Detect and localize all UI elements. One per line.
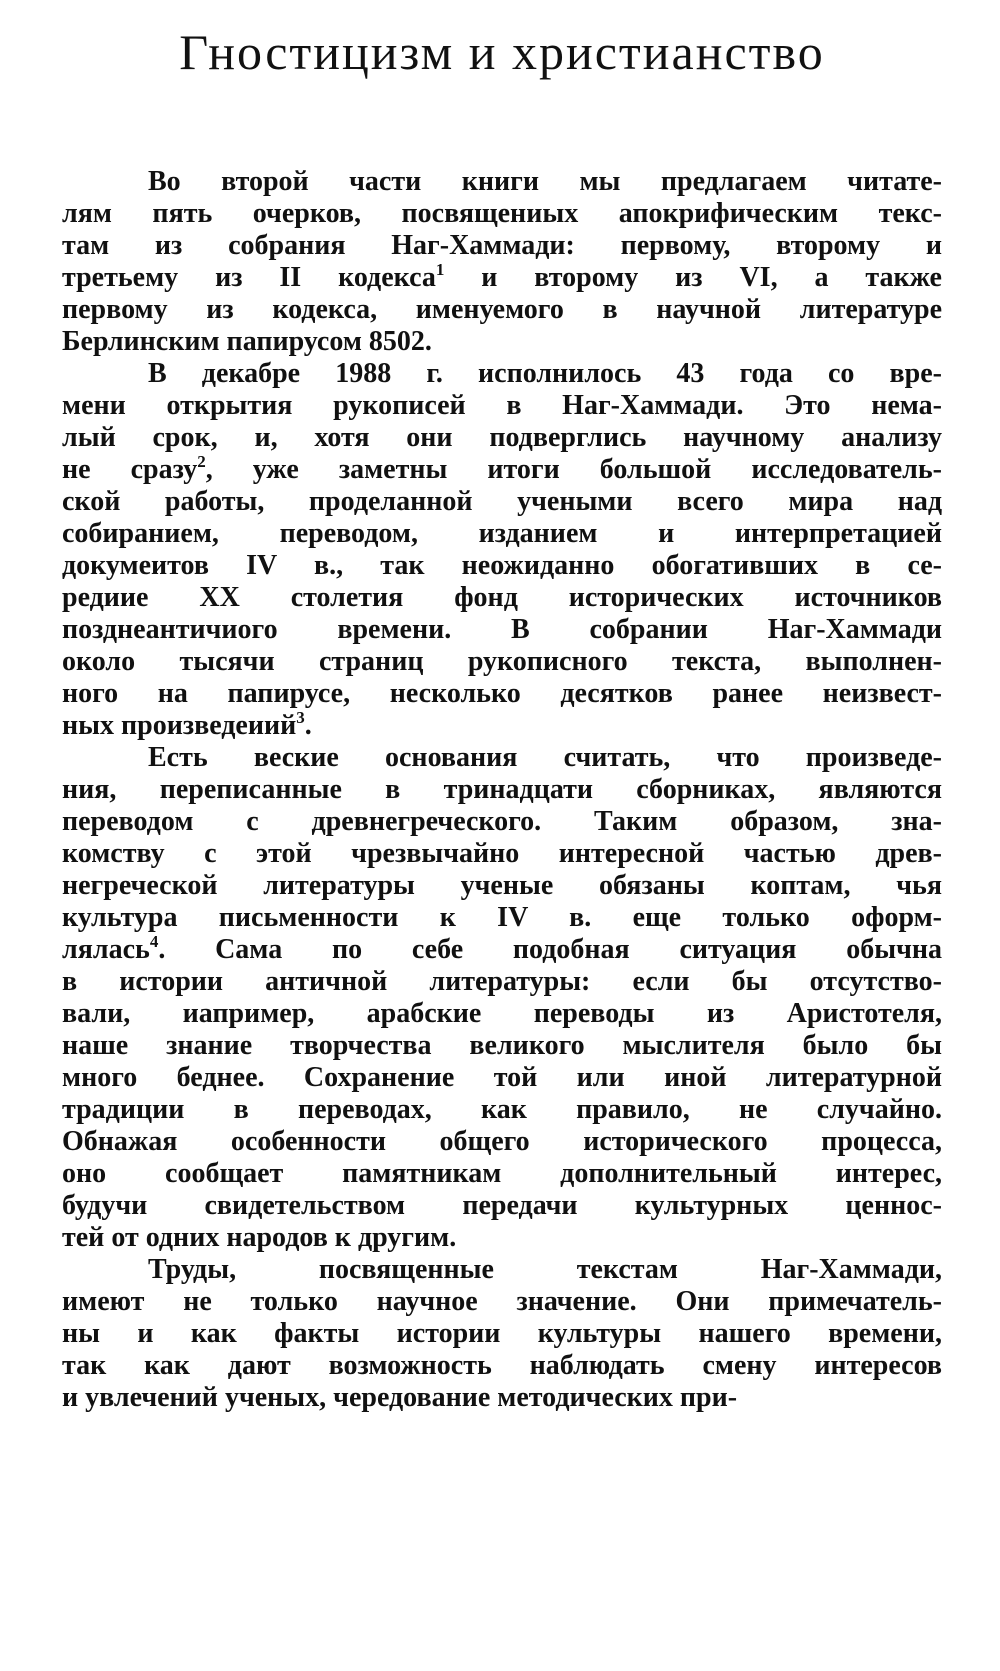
text-line: тей от одних народов к другим. xyxy=(62,1222,457,1253)
text-line xyxy=(62,262,942,294)
book-page xyxy=(62,0,942,1671)
text-line: вали, иапример, арабские переводы из Аристотеля, xyxy=(62,998,942,1029)
text-segment: , уже заметны итоги большой исследователь- xyxy=(205,454,942,485)
text-line: лый срок, и, хотя они подверглись научному анализу xyxy=(62,422,942,453)
text-line: традиции в переводах, как правило, не случайно. xyxy=(62,1094,942,1125)
text-line: имеют не только научное значение. Они примечатель- xyxy=(62,1286,942,1317)
text-line: негреческой литературы ученые обязаны коптам, чья xyxy=(62,870,942,901)
paragraph xyxy=(62,742,942,1254)
text-line: так как дают возможность наблюдать смену интересов xyxy=(62,1350,942,1381)
footnote-marker: 2 xyxy=(197,452,206,471)
text-line: Есть веские основания считать, что произведе- xyxy=(148,742,942,773)
text-line: и увлечений ученых, чередование методических при- xyxy=(62,1382,738,1413)
chapter-title: Гностицизм и христианство xyxy=(179,24,825,80)
text-line: Обнажая особенности общего исторического процесса, xyxy=(62,1126,942,1157)
text-line: Берлинским папирусом 8502. xyxy=(62,326,432,357)
chapter-body xyxy=(62,166,942,1414)
text-segment: третьему из II кодекса xyxy=(62,262,436,293)
paragraph xyxy=(62,1254,942,1414)
text-line: Во второй части книги мы предлагаем читате- xyxy=(148,166,942,197)
text-line xyxy=(62,710,942,742)
text-line: позднеантичиого времени. В собрании Наг-Хаммади xyxy=(62,614,942,645)
text-line: ны и как факты истории культуры нашего времени, xyxy=(62,1318,942,1349)
text-line: много беднее. Сохранение той или иной литературной xyxy=(62,1062,942,1093)
text-segment: . Сама по себе подобная ситуация обычна xyxy=(158,934,942,965)
text-line: собиранием, переводом, изданием и интерпретацией xyxy=(62,518,942,549)
text-line: там из собрания Наг-Хаммади: первому, второму и xyxy=(62,230,942,261)
text-line: ного на папирусе, несколько десятков ранее неизвест- xyxy=(62,678,942,709)
text-line: в истории античной литературы: если бы отсутство- xyxy=(62,966,942,997)
text-line: докумеитов IV в., так неожиданно обогативших в се- xyxy=(62,550,942,581)
paragraph xyxy=(62,166,942,358)
text-line: Труды, посвященные текстам Наг-Хаммади, xyxy=(148,1254,942,1285)
text-line: ской работы, проделанной учеными всего мира над xyxy=(62,486,942,517)
text-segment: лялась xyxy=(62,934,150,965)
text-line: наше знание творчества великого мыслителя было бы xyxy=(62,1030,942,1061)
text-line: будучи свидетельством передачи культурных ценнос- xyxy=(62,1190,942,1221)
text-line: первому из кодекса, именуемого в научной литературе xyxy=(62,294,942,325)
text-line xyxy=(62,454,942,486)
text-segment: и второму из VI, а также xyxy=(444,262,942,293)
footnote-marker: 3 xyxy=(296,708,305,727)
text-line: оно сообщает памятникам дополнительный интерес, xyxy=(62,1158,942,1189)
text-line: В декабре 1988 г. исполнилось 43 года со вре- xyxy=(148,358,942,389)
footnote-marker: 4 xyxy=(149,932,159,951)
text-segment: ных произведеиий xyxy=(62,710,297,741)
paragraph xyxy=(62,358,942,742)
text-line: лям пять очерков, посвящениых апокрифическим текс- xyxy=(62,198,942,229)
text-line: мени открытия рукописей в Наг-Хаммади. Это нема- xyxy=(62,390,942,421)
text-line: переводом с древнегреческого. Таким образом, зна- xyxy=(62,806,942,837)
text-line: редиие XX столетия фонд исторических источников xyxy=(62,582,942,613)
text-segment: не сразу xyxy=(62,454,198,485)
text-line: комству с этой чрезвычайно интересной частью древ- xyxy=(62,838,942,869)
footnote-marker: 1 xyxy=(435,260,445,279)
text-line xyxy=(62,934,942,966)
text-segment: . xyxy=(304,710,312,741)
text-line: около тысячи страниц рукописного текста, выполнен- xyxy=(62,646,942,677)
text-line: культура письменности к IV в. еще только оформ- xyxy=(62,902,942,933)
text-line: ния, переписанные в тринадцати сборниках, являются xyxy=(62,774,942,805)
